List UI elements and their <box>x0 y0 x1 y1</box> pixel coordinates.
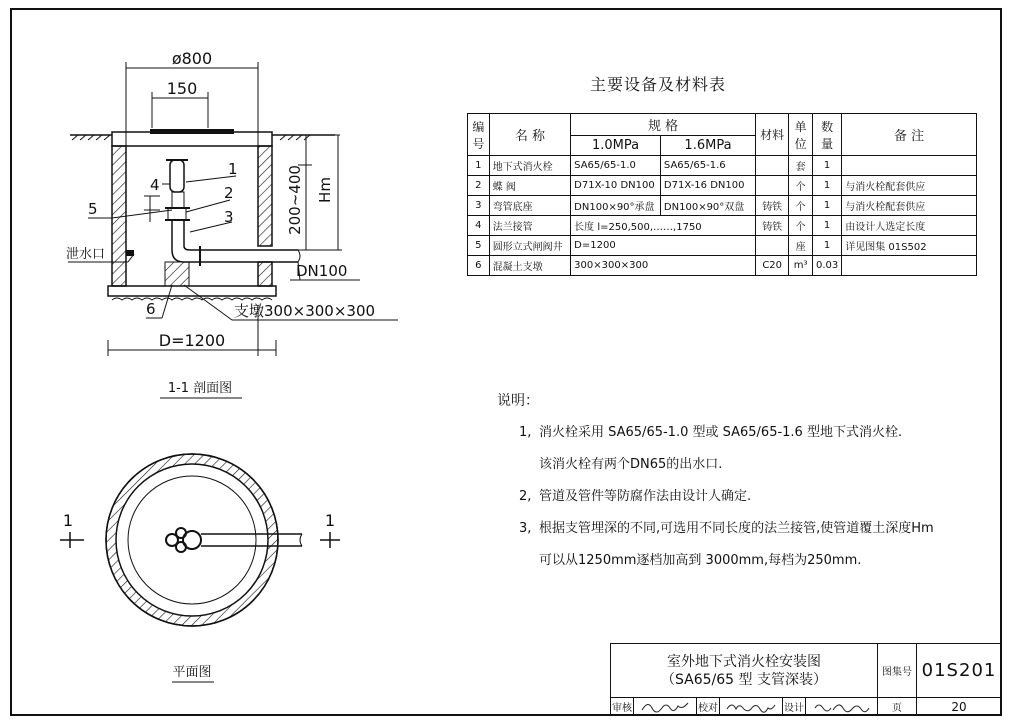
design-label: 设计 <box>782 697 806 716</box>
callout-3: 3 <box>224 208 234 226</box>
drawing-title <box>610 643 878 698</box>
table-row <box>468 156 977 176</box>
cell-spec: 长度 l=250,500,……,1750 <box>571 216 756 236</box>
note-continuation: 该消火栓有两个DN65的出水口. <box>539 457 723 472</box>
table-row <box>468 236 977 256</box>
cell-qty: 1 <box>812 216 841 236</box>
notes-section <box>497 385 934 577</box>
cell-spec-b: D71X-16 DN100 <box>660 176 755 196</box>
review-label: 审核 <box>610 697 634 716</box>
note-item <box>519 417 934 449</box>
atlas-number: 01S201 <box>916 643 1002 698</box>
table-header-row <box>468 114 977 136</box>
cell-spec-a: D71X-10 DN100 <box>571 176 661 196</box>
cell-no: 5 <box>468 236 490 256</box>
cell-no: 4 <box>468 216 490 236</box>
cell-material <box>756 236 789 256</box>
design-signature <box>805 697 878 716</box>
note-item <box>519 481 934 513</box>
support-block <box>165 262 189 286</box>
cell-remark <box>842 256 977 276</box>
drain-label: 泄水口 <box>66 247 106 262</box>
header-qty: 数量 <box>812 114 841 156</box>
header-spec-a: 1.0MPa <box>571 136 661 156</box>
cell-material: 铸铁 <box>756 196 789 216</box>
cell-material <box>756 176 789 196</box>
table-row <box>468 196 977 216</box>
table-row <box>468 176 977 196</box>
drawing-title-line1: 室外地下式消火栓安装图 <box>666 653 821 670</box>
cell-remark <box>842 156 977 176</box>
note-text: 消火栓采用 SA65/65-1.0 型或 SA65/65-1.6 型地下式消火栓. <box>539 425 903 440</box>
check-signature <box>719 697 783 716</box>
cell-qty: 1 <box>812 176 841 196</box>
header-name: 名 称 <box>489 114 570 156</box>
dim-diameter-label: ø800 <box>171 49 213 68</box>
note-text: 管道及管件等防腐作法由设计人确定. <box>539 489 752 504</box>
cell-unit: 个 <box>789 176 813 196</box>
callout-5: 5 <box>88 200 98 218</box>
table-row <box>468 256 977 276</box>
cell-name: 法兰接管 <box>489 216 570 236</box>
cell-name: 地下式消火栓 <box>489 156 570 176</box>
cell-material: C20 <box>756 256 789 276</box>
cell-qty: 1 <box>812 156 841 176</box>
cell-name: 圆形立式闸阀井 <box>489 236 570 256</box>
cell-name: 混凝土支墩 <box>489 256 570 276</box>
cell-unit: 个 <box>789 216 813 236</box>
header-spec-b: 1.6MPa <box>660 136 755 156</box>
section-caption: 1-1 剖面图 <box>167 381 233 396</box>
cell-no: 1 <box>468 156 490 176</box>
support-label: 支墩300×300×300 <box>234 302 376 320</box>
cell-unit: 个 <box>789 196 813 216</box>
ground-line <box>70 135 335 140</box>
materials-table <box>467 113 977 276</box>
plan-view <box>40 440 420 700</box>
header-spec: 规 格 <box>571 114 756 136</box>
review-signature <box>633 697 697 716</box>
table-row <box>468 216 977 236</box>
header-unit: 单位 <box>789 114 813 156</box>
dim-hm-label: Hm <box>316 177 334 203</box>
note-number: 2, <box>519 489 532 504</box>
note-number: 1, <box>519 425 532 440</box>
cell-spec-a: SA65/65-1.0 <box>571 156 661 176</box>
cell-remark: 与消火栓配套供应 <box>842 196 977 216</box>
cut-mark-left: 1 <box>62 511 74 530</box>
note-item <box>519 513 934 545</box>
cell-unit: 套 <box>789 156 813 176</box>
cell-no: 2 <box>468 176 490 196</box>
dim-150-label: 150 <box>166 79 198 98</box>
atlas-label: 图集号 <box>877 643 917 698</box>
hydrant <box>165 160 200 262</box>
cell-name: 蝶 阀 <box>489 176 570 196</box>
callout-2: 2 <box>224 184 234 202</box>
cell-spec-a: DN100×90°承盘 <box>571 196 661 216</box>
cell-spec: D=1200 <box>571 236 756 256</box>
note-continuation: 可以从1250mm逐档加高到 3000mm,每档为250mm. <box>539 553 862 568</box>
dim-depth-label: 200~400 <box>286 165 304 235</box>
cell-remark: 与消火栓配套供应 <box>842 176 977 196</box>
page-label: 页 <box>877 697 917 716</box>
cell-spec-b: DN100×90°双盘 <box>660 196 755 216</box>
notes-heading: 说明： <box>497 393 539 409</box>
plan-well-ring <box>106 454 278 626</box>
page-number: 20 <box>916 697 1002 716</box>
note-number: 3, <box>519 521 532 536</box>
materials-table-title: 主要设备及材料表 <box>590 75 727 94</box>
cell-name: 弯管底座 <box>489 196 570 216</box>
check-label: 校对 <box>696 697 720 716</box>
cell-unit: m³ <box>789 256 813 276</box>
cell-spec: 300×300×300 <box>571 256 756 276</box>
cut-mark-right: 1 <box>324 511 336 530</box>
callout-4: 4 <box>150 176 160 194</box>
drawing-title-line2: （SA65/65 型 支管深装） <box>661 671 827 688</box>
header-material: 材料 <box>756 114 789 156</box>
cell-qty: 0.03 <box>812 256 841 276</box>
title-block <box>610 643 1002 716</box>
cell-unit: 座 <box>789 236 813 256</box>
cell-remark: 详见图集 01S502 <box>842 236 977 256</box>
cell-material: 铸铁 <box>756 216 789 236</box>
cell-qty: 1 <box>812 196 841 216</box>
cell-spec-b: SA65/65-1.6 <box>660 156 755 176</box>
dn100-label: DN100 <box>296 262 348 280</box>
callout-6: 6 <box>146 300 156 318</box>
header-remark: 备 注 <box>842 114 977 156</box>
outlet-pipe <box>200 246 300 266</box>
well-wall-right <box>258 146 272 246</box>
cell-qty: 1 <box>812 236 841 256</box>
cell-material <box>756 156 789 176</box>
header-no: 编号 <box>468 114 490 156</box>
cell-remark: 由设计人选定长度 <box>842 216 977 236</box>
cell-no: 6 <box>468 256 490 276</box>
callout-1: 1 <box>228 160 238 178</box>
section-view <box>0 0 420 396</box>
plan-caption: 平面图 <box>172 665 212 680</box>
dim-d-label: D=1200 <box>158 331 226 350</box>
cell-no: 3 <box>468 196 490 216</box>
note-text: 根据支管埋深的不同,可选用不同长度的法兰接管,使管道覆土深度Hm <box>539 521 934 536</box>
